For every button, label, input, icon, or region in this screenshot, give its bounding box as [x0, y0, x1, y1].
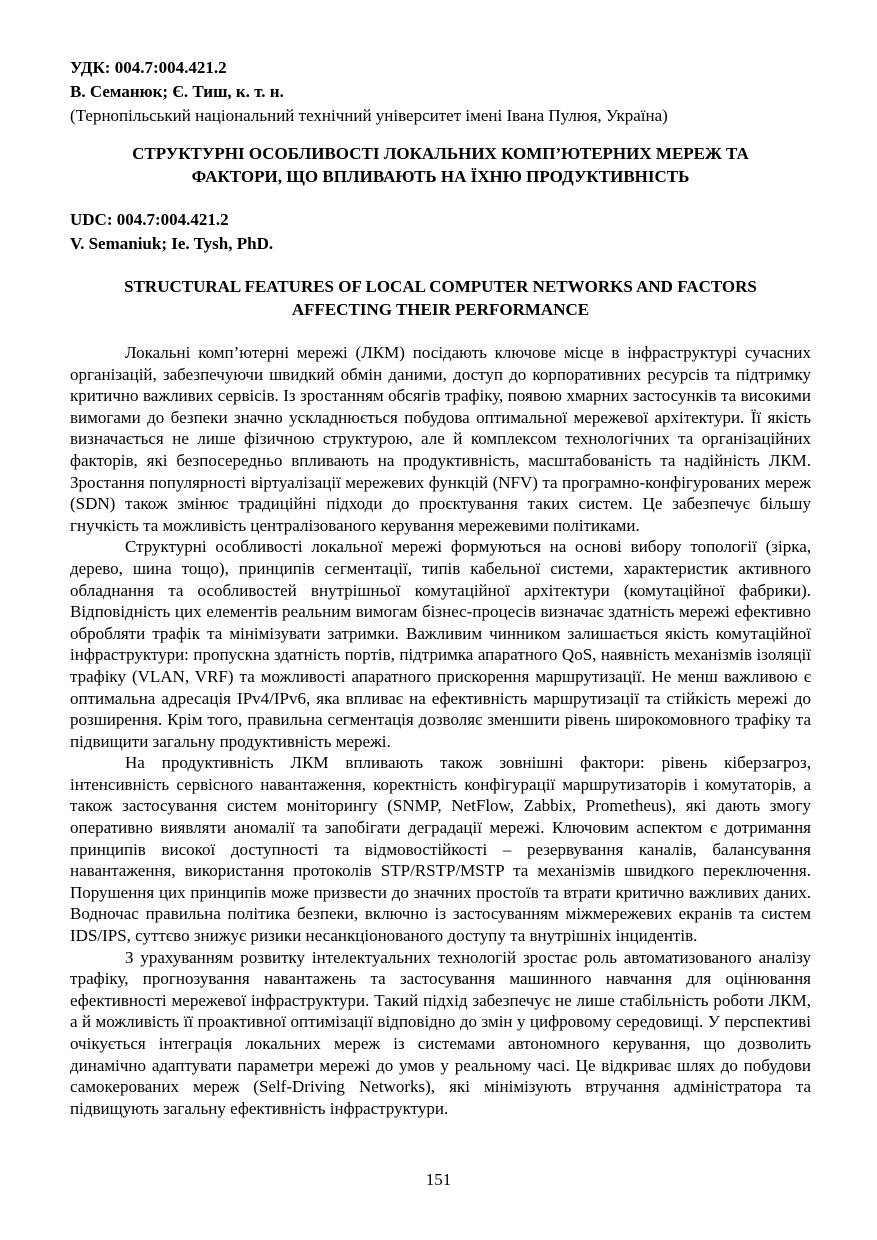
- article-body: [70, 342, 811, 1119]
- article-title-en: STRUCTURAL FEATURES OF LOCAL COMPUTER NETWORKS AND FACTORS AFFECTING THEIR PERFORMANCE: [124, 277, 757, 319]
- paragraph-4: З урахуванням розвитку інтелектуальних технологій зростає роль автоматизованого аналізу трафіку, прогнозування навантажень та застосування машинного навчання для оцінювання ефективності мережевої інфраструктури. Такий підхід забезпечує не лише стабільність роботи ЛКМ, а й можливість її проактивної оптимізації відповідно до змін у цифровому середовищі. У перспективі очікується інтеграція локальних мереж із системами автономного керування, що дозволить динамічно адаптувати параметри мережі до умов у реальному часі. Це відкриває шлях до побудови самокерованих мереж (Self-Driving Networks), які мінімізують втручання адміністратора та підвищують загальну ефективність інфраструктури.: [70, 947, 811, 1118]
- article-header-ua: [70, 56, 811, 128]
- affiliation: (Тернопільський національний технічний університет імені Івана Пулюя, Україна): [70, 106, 668, 125]
- udc-en: UDC: 004.7:004.421.2: [70, 210, 229, 229]
- page-number: 151: [425, 1170, 452, 1189]
- article-header-en: [70, 208, 811, 256]
- paragraph-2: Структурні особливості локальної мережі формуються на основі вибору топології (зірка, дерево, шина тощо), принципів сегментації, типів кабельної системи, характеристик активного обладнання та особливостей внутрішньої комутаційної архітектури (комутаційної фабрики). Відповідність цих елементів реальним вимогам бізнес-процесів визначає здатність мережі ефективно обробляти трафік та мінімізувати затримки. Важливим чинником залишається якість комутаційної інфраструктури: пропускна здатність портів, підтримка апаратного QoS, наявність механізмів ізоляції трафіку (VLAN, VRF) та можливості апаратного прискорення маршрутизації. Не менш важливою є оптимальна адресація IPv4/IPv6, яка впливає на ефективність маршрутизації та стійкість мережі до розширення. Крім того, правильна сегментація дозволяє зменшити рівень широкомовного трафіку та підвищити загальну продуктивність мережі.: [70, 537, 811, 751]
- udc-ua: УДК: 004.7:004.421.2: [70, 58, 227, 77]
- paragraph-3: На продуктивність ЛКМ впливають також зовнішні фактори: рівень кіберзагроз, інтенсивність сервісного навантаження, коректність конфігурації маршрутизаторів і комутаторів, а також застосування систем моніторингу (SNMP, NetFlow, Zabbix, Prometheus), які дають змогу оперативно виявляти аномалії та запобігати деградації мережі. Ключовим аспектом є дотримання принципів високої доступності та відмовостійкості – резервування каналів, балансування навантаження, використання протоколів STP/RSTP/MSTP та механізмів швидкого переключення. Порушення цих принципів може призвести до значних простоїв та втрати критично важливих даних. Водночас правильна політика безпеки, включно із застосуванням міжмережевих екранів та систем IDS/IPS, суттєво знижує ризики несанкціонованого доступу та внутрішніх інцидентів.: [70, 753, 811, 946]
- article-title-ua: СТРУКТУРНІ ОСОБЛИВОСТІ ЛОКАЛЬНИХ КОМП’ЮТЕРНИХ МЕРЕЖ ТА ФАКТОРИ, ЩО ВПЛИВАЮТЬ НА ЇХНЮ ПРОДУКТИВНІСТЬ: [132, 144, 749, 186]
- paragraph-1: Локальні комп’ютерні мережі (ЛКМ) посідають ключове місце в інфраструктурі сучасних організацій, забезпечуючи швидкий обмін даними, доступ до корпоративних ресурсів та підтримку критично важливих сервісів. Із зростанням обсягів трафіку, появою хмарних застосунків та високими вимогами до безпеки значно ускладнюється побудова оптимальної мережевої архітектури. Її якість визначається не лише фізичною структурою, але й комплексом технологічних та організаційних факторів, які безпосередньо впливають на продуктивність, масштабованість та надійність ЛКМ. Зростання популярності віртуалізації мережевих функцій (NFV) та програмно-конфігурованих мереж (SDN) також змінює традиційні підходи до проєктування таких систем. Це забезпечує більшу гнучкість та можливість централізованого керування мережевими політиками.: [70, 343, 811, 535]
- authors-ua: В. Семанюк; Є. Тиш, к. т. н.: [70, 82, 284, 101]
- authors-en: V. Semaniuk; Ie. Tysh, PhD.: [70, 234, 274, 253]
